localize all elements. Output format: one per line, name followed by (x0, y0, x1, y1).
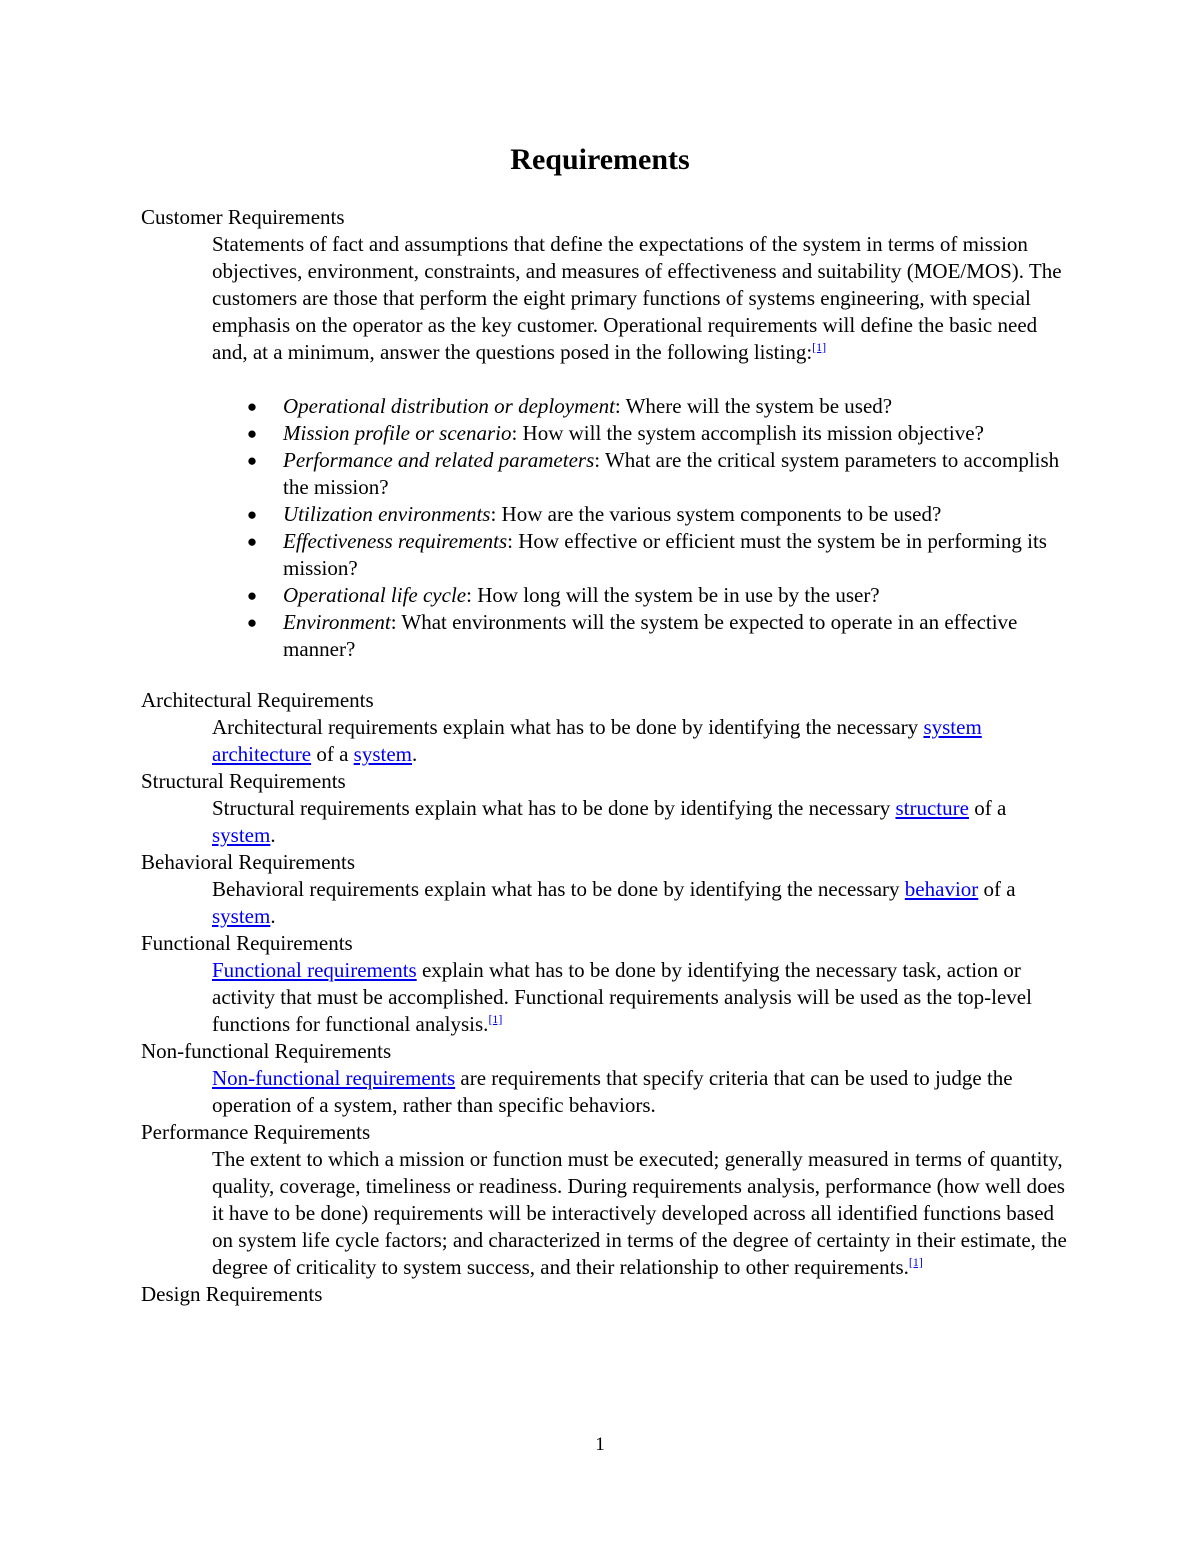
list-item (246, 420, 1071, 447)
behavioral-text: Behavioral requirements explain what has to be done by identifying the necessary (212, 877, 900, 901)
bullet-icon: ● (246, 397, 258, 416)
list-item (246, 501, 1071, 528)
functional-requirements-link[interactable]: Functional requirements (212, 958, 417, 982)
list-item-text: : How effective or efficient must the system be in performing its mission? (283, 529, 1047, 580)
list-item-term: Mission profile or scenario (283, 421, 512, 445)
system-link[interactable]: system (212, 823, 271, 847)
list-item-term: Effectiveness requirements (283, 529, 508, 553)
functional-requirements-text (212, 957, 1071, 1038)
architectural-requirements-heading: Architectural Requirements (141, 688, 374, 712)
operational-questions-list (141, 393, 1071, 663)
list-item-text: : How are the various system components to be used? (490, 502, 942, 526)
reference-marker (812, 340, 826, 354)
list-item-text: : What environments will the system be expected to operate in an effective manner? (283, 610, 1018, 661)
bullet-icon: ● (246, 424, 258, 443)
nonfunctional-text: are requirements that specify criteria that can be used to judge the operation of a system, rather than specific behaviors. (212, 1066, 1013, 1117)
reference-marker (909, 1255, 923, 1269)
list-item (246, 582, 1071, 609)
design-requirements-heading: Design Requirements (141, 1282, 323, 1306)
reference-link[interactable]: [1] (488, 1012, 503, 1026)
list-item (246, 447, 1071, 501)
reference-marker (488, 1012, 502, 1026)
document-body (141, 204, 1071, 1308)
behavioral-requirements-heading: Behavioral Requirements (141, 850, 356, 874)
page-number: 1 (595, 1434, 605, 1455)
period: . (270, 904, 276, 928)
nonfunctional-requirements-text (212, 1065, 1071, 1119)
structural-text: Structural requirements explain what has to be done by identifying the necessary (212, 796, 891, 820)
customer-requirements-heading: Customer Requirements (141, 205, 345, 229)
list-item-text: : How long will the system be in use by the user? (466, 583, 880, 607)
system-link[interactable]: system (353, 742, 413, 766)
behavior-link[interactable]: behavior (904, 877, 979, 901)
paragraph-spacer (141, 366, 1071, 393)
customer-requirements-text (212, 231, 1071, 366)
structural-requirements-text (212, 795, 1071, 849)
structural-requirements-heading: Structural Requirements (141, 769, 346, 793)
functional-text: explain what has to be done by identifying the necessary task, action or activity that must be accomplished. Functional requirements analysis will be used as the top-level functions for functional analysis. (212, 958, 1032, 1036)
performance-text: The extent to which a mission or function must be executed; generally measured in terms of quantity, quality, coverage, timeliness or readiness. During requirements analysis, performance (how well does it have to be done) requirements will be interactively developed across all identified functions based on system life cycle factors; and characterized in terms of the degree of certainty in their estimate, the degree of criticality to system success, and their relationship to other requirements. (212, 1147, 1067, 1279)
paragraph-spacer (141, 663, 1071, 687)
architectural-text: Architectural requirements explain what has to be done by identifying the necessary (212, 715, 919, 739)
connector-text: of a (311, 742, 354, 766)
list-item-term: Operational distribution or deployment (283, 394, 615, 418)
connector-text: of a (968, 796, 1007, 820)
structure-link[interactable]: structure (895, 796, 969, 820)
list-item-term: Utilization environments (283, 502, 491, 526)
list-item (246, 609, 1071, 663)
connector-text: of a (978, 877, 1016, 901)
reference-link[interactable]: [1] (812, 340, 827, 354)
reference-link[interactable]: [1] (908, 1255, 923, 1269)
system-architecture-link[interactable]: system architecture (212, 715, 982, 766)
performance-requirements-heading: Performance Requirements (141, 1120, 371, 1144)
bullet-icon: ● (246, 532, 258, 551)
bullet-icon: ● (246, 586, 258, 605)
functional-requirements-heading: Functional Requirements (141, 931, 353, 955)
behavioral-requirements-text (212, 876, 1071, 930)
page-title: Requirements (510, 143, 690, 176)
list-item (246, 528, 1071, 582)
list-item-term: Operational life cycle (283, 583, 467, 607)
list-item-text: : Where will the system be used? (614, 394, 893, 418)
list-item (246, 393, 1071, 420)
bullet-icon: ● (246, 505, 258, 524)
bullet-icon: ● (246, 613, 258, 632)
customer-requirements-paragraph: Statements of fact and assumptions that define the expectations of the system in terms of mission objectives, environment, constraints, and measures of effectiveness and suitability (MOE/MOS). The customers are those that perform the eight primary functions of systems engineering, with special emphasis on the operator as the key customer. Operational requirements will define the basic need and, at a minimum, answer the questions posed in the following listing: (212, 232, 1062, 364)
list-item-text: : What are the critical system parameters to accomplish the mission? (283, 448, 1060, 499)
nonfunctional-requirements-link[interactable]: Non-functional requirements (212, 1066, 456, 1090)
period: . (412, 742, 418, 766)
period: . (270, 823, 276, 847)
performance-requirements-text (212, 1146, 1071, 1281)
bullet-icon: ● (246, 451, 258, 470)
nonfunctional-requirements-heading: Non-functional Requirements (141, 1039, 392, 1063)
list-item-term: Environment (283, 610, 391, 634)
list-item-term: Performance and related parameters (283, 448, 595, 472)
architectural-requirements-text (212, 714, 1071, 768)
list-item-text: : How will the system accomplish its mission objective? (511, 421, 984, 445)
system-link[interactable]: system (212, 904, 271, 928)
